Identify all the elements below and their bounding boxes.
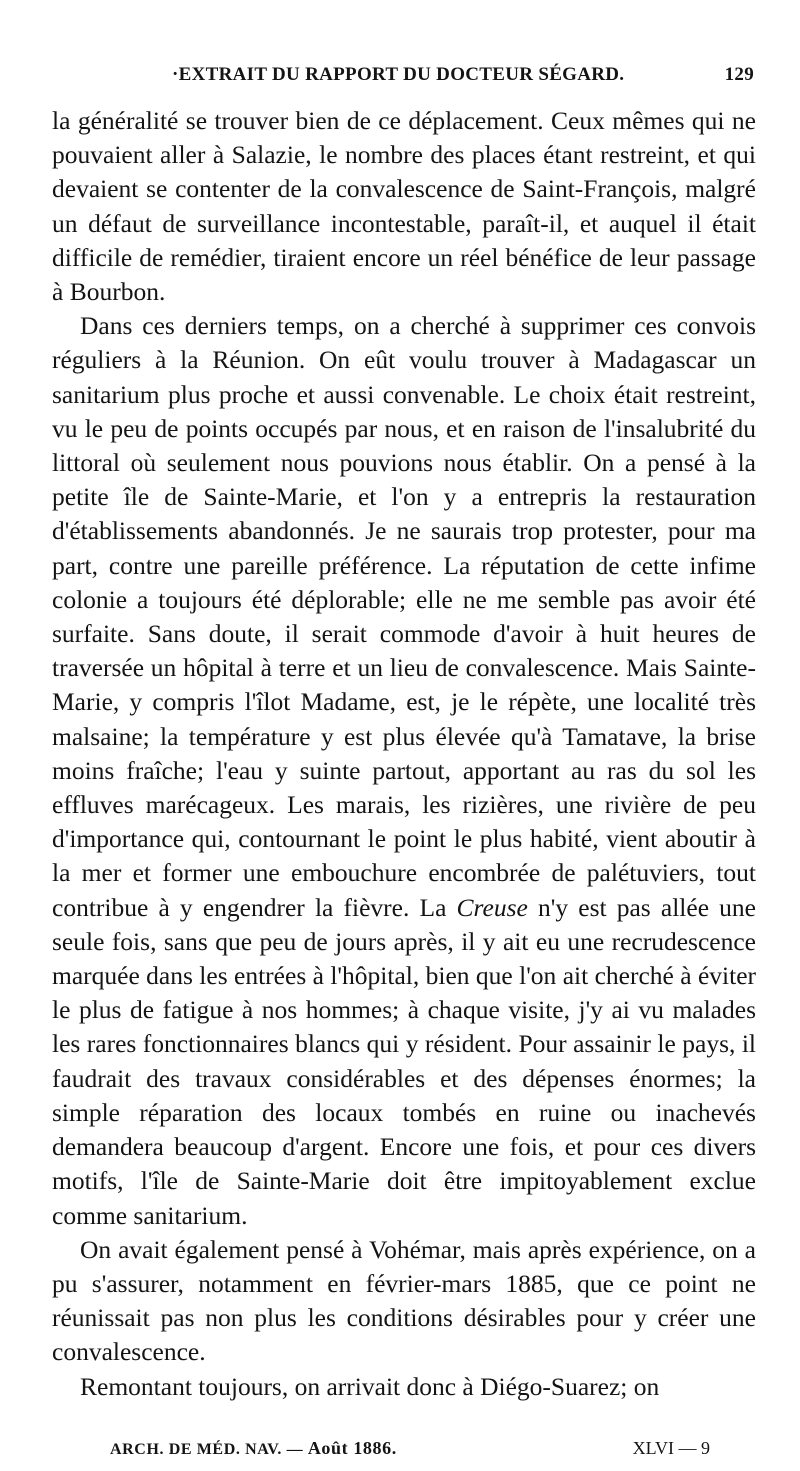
page-footer — [110, 1438, 710, 1464]
running-title: ·EXTRAIT DU RAPPORT DU DOCTEUR SÉGARD. — [172, 64, 625, 85]
paragraph-4: Remontant toujours, on arrivait donc à Diégo-Suarez; on — [80, 1371, 660, 1401]
paragraph-2 — [52, 309, 756, 1232]
paragraph-2-text-a: Dans ces derniers temps, on a cherché à supprimer ces convois réguliers à la Réunion. On eût voulu trouver à Madagascar un sanitarium plus proche et aussi convenable. Le choix était restreint, vu le peu de points occupés par nous, et en raison de l'insalubrité du littoral où seulement nous pouvions nous établir. On a pensé à la petite île de Sainte-Marie, et l'on y a entrepris la restauration d'établissements abandonnés. Je ne saurais trop protester, pour ma part, contre une pareille préférence. La réputation de cette infime colonie a toujours été déplorable; elle ne me semble pas avoir été surfaite. Sans doute, il serait commode d'avoir à huit heures de traversée un hôpital à terre et un lieu de convalescence. Mais Sainte-Marie, y compris l'îlot Madame, est, je le répète, une localité très malsaine; la température y est plus élevée qu'à Tamatave, la brise moins fraîche; l'eau y suinte partout, apportant au ras du sol les effluves marécageux. Les marais, les rizières, une rivière de peu d'importance qui, contournant le point le plus habité, vient aboutir à la mer et former une embouchure encombrée de palétuviers, tout contribue à y engendrer la fièvre. La — [52, 311, 756, 922]
signature-mark: XLVI — 9 — [632, 1438, 710, 1458]
ship-name-creuse: Creuse — [456, 892, 528, 922]
running-head — [52, 64, 756, 94]
issue-date: Août 1886. — [307, 1438, 397, 1458]
paragraph-2-text-b: n'y est pas allée une seule fois, sans que peu de jours après, il y ait eu une recrudescence marquée dans les entrées à l'hôpital, bien que l'on ait cherché à éviter le plus de fatigue à nos hommes; à chaque visite, j'y ai vu malades les rares fonctionnaires blancs qui y résident. Pour assainir le pays, il faudrait des travaux considérables et des dépenses énormes; la simple réparation des locaux tombés en ruine ou inachevés demandera beaucoup d'argent. Encore une fois, et pour ces divers motifs, l'île de Sainte-Marie doit être impitoyablement exclue comme sanitarium. — [52, 892, 756, 1230]
paragraph-3: On avait également pensé à Vohémar, mais après expérience, on a pu s'assurer, notamment en février-mars 1885, que ce point ne réunissait pas non plus les conditions désirables pour y créer une convalescence. — [52, 1234, 756, 1367]
page-number: 129 — [724, 64, 754, 85]
body-text — [52, 104, 756, 1404]
journal-name: ARCH. DE MÉD. NAV. — — [110, 1441, 308, 1458]
journal-citation — [110, 1438, 397, 1459]
paragraph-1: la généralité se trouver bien de ce déplacement. Ceux mêmes qui ne pouvaient aller à Salazie, le nombre des places étant restreint, et qui devaient se contenter de la convalescence de Saint-François, malgré un défaut de surveillance incontestable, paraît-il, et auquel il était difficile de remédier, tiraient encore un réel bénéfice de leur passage à Bourbon. — [52, 106, 756, 307]
